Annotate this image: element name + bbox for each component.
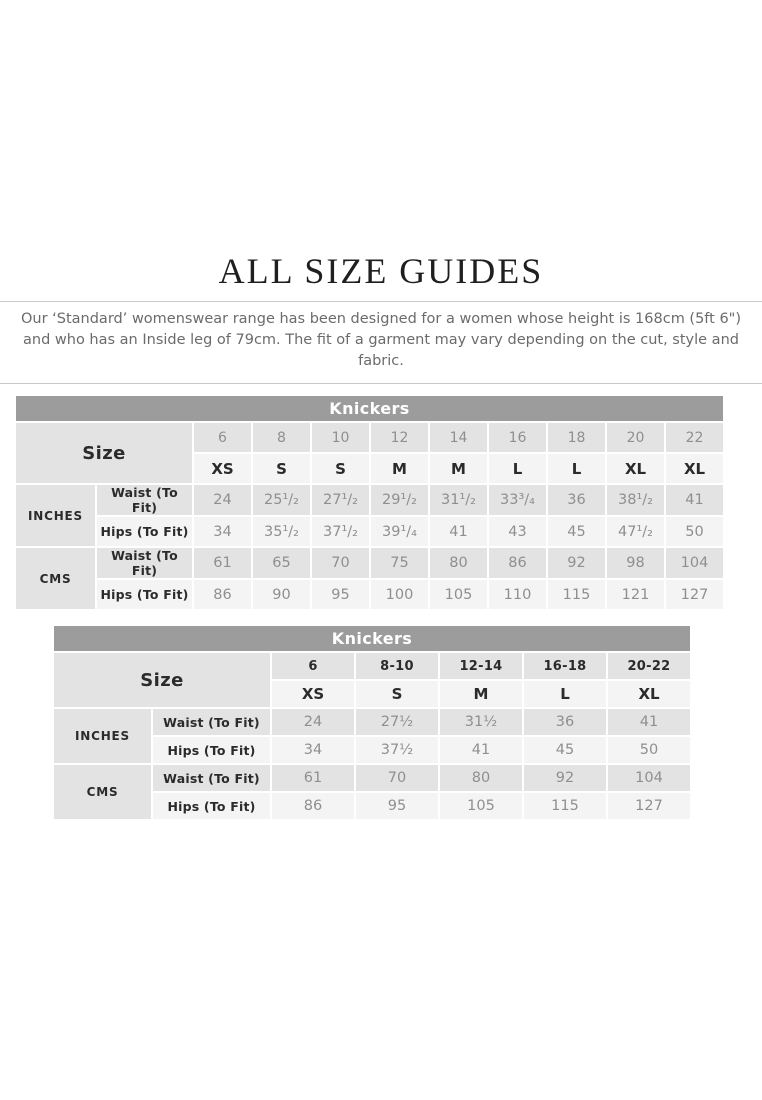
size-value-cell: 34	[193, 516, 252, 547]
size-value-cell: 45	[547, 516, 606, 547]
letter-size-cell: L	[547, 453, 606, 484]
letter-size-cell: M	[439, 680, 523, 708]
size-value-cell: 61	[271, 764, 355, 792]
numeric-size-cell: 22	[665, 422, 724, 453]
size-table	[52, 624, 692, 821]
page-title: ALL SIZE GUIDES	[218, 251, 544, 291]
size-value-cell: 27½	[355, 708, 439, 736]
size-value-cell: 86	[193, 579, 252, 610]
size-value-cell: 104	[607, 764, 691, 792]
size-value-cell: 41	[439, 736, 523, 764]
table-title-cell: Knickers	[15, 395, 724, 422]
size-value-cell: 31¹/₂	[429, 484, 488, 516]
numeric-size-cell: 8-10	[355, 652, 439, 680]
size-table	[14, 394, 725, 611]
size-value-cell: 31½	[439, 708, 523, 736]
numeric-size-cell: 6	[193, 422, 252, 453]
size-value-cell: 127	[665, 579, 724, 610]
letter-size-cell: XL	[606, 453, 665, 484]
size-value-cell: 39¹/₄	[370, 516, 429, 547]
intro-section	[0, 301, 762, 384]
measure-label-cell: Hips (To Fit)	[96, 516, 193, 547]
numeric-size-cell: 8	[252, 422, 311, 453]
size-value-cell: 110	[488, 579, 547, 610]
size-value-cell: 41	[665, 484, 724, 516]
numeric-size-cell: 20	[606, 422, 665, 453]
letter-size-cell: XL	[665, 453, 724, 484]
size-value-cell: 34	[271, 736, 355, 764]
size-table-container-2	[52, 624, 692, 821]
size-value-cell: 36	[547, 484, 606, 516]
numeric-size-cell: 16	[488, 422, 547, 453]
letter-size-cell: L	[488, 453, 547, 484]
size-value-cell: 33³/₄	[488, 484, 547, 516]
size-value-cell: 37¹/₂	[311, 516, 370, 547]
table-title-cell: Knickers	[53, 625, 691, 652]
size-value-cell: 86	[271, 792, 355, 820]
letter-size-cell: S	[311, 453, 370, 484]
size-value-cell: 47¹/₂	[606, 516, 665, 547]
size-value-cell: 105	[439, 792, 523, 820]
letter-size-cell: XL	[607, 680, 691, 708]
size-value-cell: 25¹/₂	[252, 484, 311, 516]
size-value-cell: 65	[252, 547, 311, 579]
measure-label-cell: Waist (To Fit)	[96, 484, 193, 516]
size-label-cell: Size	[53, 652, 271, 708]
size-value-cell: 50	[665, 516, 724, 547]
size-value-cell: 92	[547, 547, 606, 579]
size-value-cell: 50	[607, 736, 691, 764]
size-value-cell: 115	[523, 792, 607, 820]
size-value-cell: 41	[607, 708, 691, 736]
size-value-cell: 86	[488, 547, 547, 579]
size-value-cell: 80	[429, 547, 488, 579]
size-table-container-1	[14, 394, 725, 611]
size-value-cell: 45	[523, 736, 607, 764]
size-value-cell: 43	[488, 516, 547, 547]
numeric-size-cell: 6	[271, 652, 355, 680]
size-value-cell: 61	[193, 547, 252, 579]
size-value-cell: 100	[370, 579, 429, 610]
numeric-size-cell: 18	[547, 422, 606, 453]
letter-size-cell: S	[355, 680, 439, 708]
letter-size-cell: M	[370, 453, 429, 484]
measure-label-cell: Hips (To Fit)	[152, 736, 271, 764]
unit-label-cell: CMS	[15, 547, 96, 610]
size-value-cell: 38¹/₂	[606, 484, 665, 516]
size-value-cell: 75	[370, 547, 429, 579]
size-value-cell: 98	[606, 547, 665, 579]
size-value-cell: 121	[606, 579, 665, 610]
numeric-size-cell: 20-22	[607, 652, 691, 680]
letter-size-cell: M	[429, 453, 488, 484]
letter-size-cell: S	[252, 453, 311, 484]
size-value-cell: 27¹/₂	[311, 484, 370, 516]
intro-paragraph: Our ‘Standard’ womenswear range has been designed for a women whose height is 168cm (5ft 6") and who has an Inside leg of 79cm. The fit of a garment may vary depending on the cut, style and fabric.	[20, 311, 741, 369]
size-value-cell: 95	[311, 579, 370, 610]
size-value-cell: 127	[607, 792, 691, 820]
measure-label-cell: Waist (To Fit)	[152, 764, 271, 792]
unit-label-cell: CMS	[53, 764, 152, 820]
size-value-cell: 92	[523, 764, 607, 792]
unit-label-cell: INCHES	[15, 484, 96, 547]
size-value-cell: 95	[355, 792, 439, 820]
size-value-cell: 70	[355, 764, 439, 792]
numeric-size-cell: 10	[311, 422, 370, 453]
size-value-cell: 24	[271, 708, 355, 736]
size-value-cell: 29¹/₂	[370, 484, 429, 516]
letter-size-cell: L	[523, 680, 607, 708]
unit-label-cell: INCHES	[53, 708, 152, 764]
measure-label-cell: Waist (To Fit)	[152, 708, 271, 736]
numeric-size-cell: 16-18	[523, 652, 607, 680]
numeric-size-cell: 12-14	[439, 652, 523, 680]
size-value-cell: 35¹/₂	[252, 516, 311, 547]
size-label-cell: Size	[15, 422, 193, 484]
letter-size-cell: XS	[193, 453, 252, 484]
size-value-cell: 80	[439, 764, 523, 792]
size-value-cell: 90	[252, 579, 311, 610]
numeric-size-cell: 12	[370, 422, 429, 453]
measure-label-cell: Hips (To Fit)	[152, 792, 271, 820]
size-value-cell: 41	[429, 516, 488, 547]
measure-label-cell: Waist (To Fit)	[96, 547, 193, 579]
letter-size-cell: XS	[271, 680, 355, 708]
size-value-cell: 70	[311, 547, 370, 579]
numeric-size-cell: 14	[429, 422, 488, 453]
size-value-cell: 115	[547, 579, 606, 610]
size-value-cell: 36	[523, 708, 607, 736]
size-value-cell: 24	[193, 484, 252, 516]
measure-label-cell: Hips (To Fit)	[96, 579, 193, 610]
size-value-cell: 105	[429, 579, 488, 610]
size-value-cell: 104	[665, 547, 724, 579]
size-value-cell: 37½	[355, 736, 439, 764]
